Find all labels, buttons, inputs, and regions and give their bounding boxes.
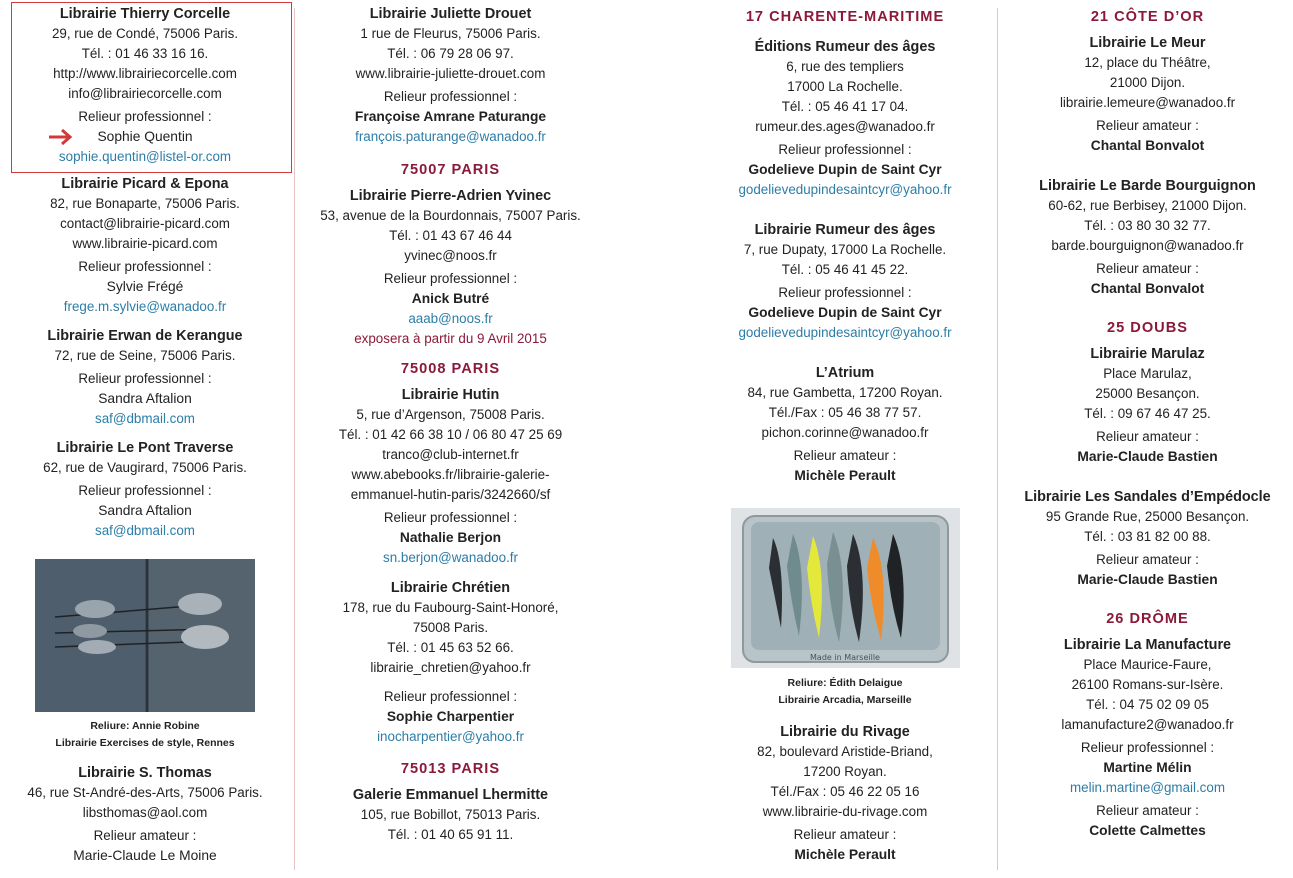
column-3 bbox=[700, 0, 990, 865]
bookshop-entry-chretien bbox=[298, 578, 603, 747]
binder-role: Relieur professionnel : bbox=[383, 271, 518, 286]
binder-email[interactable]: godelievedupindesaintcyr@yahoo.fr bbox=[738, 182, 952, 197]
binder-email[interactable]: frege.m.sylvie@wanadoo.fr bbox=[63, 299, 227, 314]
bookshop-entry-barde bbox=[1002, 176, 1293, 299]
binder-name: Chantal Bonvalot bbox=[1090, 281, 1205, 296]
binder-email[interactable]: sophie.quentin@listel-or.com bbox=[58, 149, 232, 164]
email[interactable]: libsthomas@aol.com bbox=[82, 805, 208, 820]
column-1 bbox=[0, 0, 290, 866]
bookshop-name: Librairie Thierry Corcelle bbox=[59, 6, 231, 22]
address: 29, rue de Condé, 75006 Paris. bbox=[51, 26, 239, 41]
address-line-2: 75008 Paris. bbox=[412, 620, 489, 635]
bookshop-entry-sandales bbox=[1002, 487, 1293, 590]
address: 105, rue Bobillot, 75013 Paris. bbox=[360, 807, 541, 822]
binder-email[interactable]: sn.berjon@wanadoo.fr bbox=[383, 550, 518, 565]
address: 84, rue Gambetta, 17200 Royan. bbox=[747, 385, 943, 400]
address-line-1: Place Maurice-Faure, bbox=[1083, 657, 1212, 672]
address: 46, rue St-André-des-Arts, 75006 Paris. bbox=[27, 785, 263, 800]
binder-name: Michèle Perault bbox=[794, 847, 896, 862]
address-line-1: 12, place du Théâtre, bbox=[1084, 55, 1211, 70]
binder-role: Relieur professionnel : bbox=[78, 109, 212, 124]
phone: Tél. : 01 42 66 38 10 / 06 80 47 25 69 bbox=[338, 427, 563, 442]
bookshop-name: Librairie Rumeur des âges bbox=[754, 222, 936, 238]
phone: Tél./Fax : 05 46 22 05 16 bbox=[770, 784, 920, 799]
bookshop-entry-picard bbox=[0, 174, 290, 317]
bookshop-name: Librairie Juliette Drouet bbox=[369, 6, 532, 22]
bookshop-entry-corcelle bbox=[0, 0, 290, 167]
phone: Tél. : 06 79 28 06 97. bbox=[387, 46, 514, 61]
phone: Tél. : 09 67 46 47 25. bbox=[1084, 406, 1211, 421]
binder-name bbox=[0, 127, 290, 147]
bookshop-entry-thomas bbox=[0, 763, 290, 866]
website[interactable]: www.librairie-picard.com bbox=[72, 236, 218, 251]
bookshop-name: Librairie Pierre-Adrien Yvinec bbox=[349, 188, 552, 204]
phone: Tél. : 03 81 82 00 88. bbox=[1084, 529, 1211, 544]
website-line-1[interactable]: www.abebooks.fr/librairie-galerie- bbox=[351, 467, 550, 482]
binder-name bbox=[0, 389, 290, 409]
address: 72, rue de Seine, 75006 Paris. bbox=[54, 348, 236, 363]
bookshop-entry-rumeur-librairie bbox=[700, 220, 990, 343]
binder-role: Relieur professionnel : bbox=[778, 142, 912, 157]
binder-name: Françoise Amrane Paturange bbox=[354, 109, 547, 124]
bookshop-name: Librairie Chrétien bbox=[390, 580, 511, 596]
section-heading-25: 25 DOUBS bbox=[1107, 320, 1188, 336]
website[interactable]: http://www.librairiecorcelle.com bbox=[53, 66, 237, 81]
binder-role: Relieur amateur : bbox=[793, 827, 897, 842]
phone: Tél. : 01 46 33 16 16. bbox=[81, 46, 209, 61]
email[interactable]: pichon.corinne@wanadoo.fr bbox=[761, 425, 929, 440]
binding-photo-sardine-tin bbox=[731, 508, 960, 668]
binder-name bbox=[0, 846, 290, 866]
phone: Tél. : 01 43 67 46 44 bbox=[389, 228, 512, 243]
binder-email[interactable]: saf@dbmail.com bbox=[95, 523, 195, 538]
bookshop-entry-lhermitte bbox=[298, 785, 603, 845]
bookshop-name: Galerie Emmanuel Lhermitte bbox=[352, 787, 549, 803]
phone: Tél. : 04 75 02 09 05 bbox=[1086, 697, 1209, 712]
column-4 bbox=[1002, 0, 1293, 841]
exhibition-note: exposera à partir du 9 Avril 2015 bbox=[354, 331, 547, 346]
section-heading-75013: 75013 PARIS bbox=[400, 761, 501, 777]
email[interactable]: librairie.lemeure@wanadoo.fr bbox=[1059, 95, 1236, 110]
address-line-2: 21000 Dijon. bbox=[1109, 75, 1186, 90]
caption-credit: Reliure: Édith Delaigue bbox=[787, 677, 903, 689]
address-line-1: 82, boulevard Aristide-Briand, bbox=[757, 744, 933, 759]
binder-name-text: Sophie Quentin bbox=[97, 129, 193, 144]
caption-credit: Reliure: Annie Robine bbox=[90, 720, 200, 732]
binder-name-text: Sandra Aftalion bbox=[98, 391, 192, 406]
bookshop-name: L’Atrium bbox=[815, 365, 875, 381]
binder-role: Relieur amateur : bbox=[1096, 552, 1199, 567]
bookshop-name: Librairie Le Barde Bourguignon bbox=[1039, 178, 1256, 194]
address: 53, avenue de la Bourdonnais, 75007 Paris. bbox=[320, 208, 581, 223]
phone: Tél. : 05 46 41 17 04. bbox=[781, 99, 909, 114]
email[interactable]: librairie_chretien@yahoo.fr bbox=[370, 660, 531, 675]
bookshop-entry-hutin bbox=[298, 385, 603, 568]
bookshop-entry-drouet bbox=[298, 0, 603, 147]
address: 5, rue d’Argenson, 75008 Paris. bbox=[356, 407, 545, 422]
email[interactable]: contact@librairie-picard.com bbox=[60, 216, 230, 231]
binder-name: Marie-Claude Bastien bbox=[1077, 572, 1218, 587]
binder-name-text: Sandra Aftalion bbox=[98, 503, 192, 518]
bookshop-name: Librairie du Rivage bbox=[780, 724, 910, 740]
bookshop-name: Librairie Le Pont Traverse bbox=[56, 440, 234, 456]
phone: Tél. : 03 80 30 32 77. bbox=[1084, 218, 1211, 233]
bookshop-name: Librairie S. Thomas bbox=[78, 765, 212, 781]
bookshop-entry-pont-traverse bbox=[0, 438, 290, 541]
address: 1 rue de Fleurus, 75006 Paris. bbox=[360, 26, 541, 41]
address: 82, rue Bonaparte, 75006 Paris. bbox=[50, 196, 240, 211]
binder-name: Marie-Claude Bastien bbox=[1077, 449, 1218, 464]
section-heading-75008: 75008 PARIS bbox=[400, 361, 501, 377]
bookshop-name: Éditions Rumeur des âges bbox=[754, 39, 936, 55]
bookshop-entry-atrium bbox=[700, 363, 990, 486]
bookshop-name: Librairie Picard & Epona bbox=[61, 176, 229, 192]
phone: Tél. : 01 40 65 91 11. bbox=[387, 827, 514, 842]
binder-role: Relieur amateur : bbox=[93, 828, 197, 843]
section-heading-75007: 75007 PARIS bbox=[400, 162, 501, 178]
binder-name-text: Sylvie Frégé bbox=[106, 279, 184, 294]
binder-role: Relieur professionnel : bbox=[383, 89, 518, 104]
address-line-2: 26100 Romans-sur-Isère. bbox=[1071, 677, 1224, 692]
binder-role: Relieur professionnel : bbox=[383, 689, 518, 704]
binder-name: Nathalie Berjon bbox=[399, 530, 502, 545]
binder-name: Martine Mélin bbox=[1103, 760, 1192, 775]
bookshop-name: Librairie Hutin bbox=[401, 387, 500, 403]
phone: Tél. : 05 46 41 45 22. bbox=[781, 262, 909, 277]
email[interactable]: yvinec@noos.fr bbox=[404, 248, 497, 263]
binder-name: Sophie Charpentier bbox=[386, 709, 515, 724]
section-heading-26: 26 DRÔME bbox=[1106, 611, 1189, 627]
email[interactable]: lamanufacture2@wanadoo.fr bbox=[1061, 717, 1234, 732]
photo-caption bbox=[0, 718, 290, 752]
bookshop-entry-yvinec bbox=[298, 186, 603, 349]
address-line-2: 25000 Besançon. bbox=[1095, 386, 1200, 401]
binder-email[interactable]: inocharpentier@yahoo.fr bbox=[377, 729, 524, 744]
binder-name-text: Marie-Claude Le Moine bbox=[73, 848, 217, 863]
bookshop-name: Librairie Erwan de Kerangue bbox=[47, 328, 243, 344]
binder-name: Godelieve Dupin de Saint Cyr bbox=[748, 162, 942, 177]
bookshop-entry-rumeur-editions bbox=[700, 37, 990, 200]
caption-shop: Librairie Arcadia, Marseille bbox=[778, 694, 912, 706]
bookshop-entry-le-meur bbox=[1002, 33, 1293, 156]
binder-name: Michèle Perault bbox=[794, 468, 896, 483]
binder-role: Relieur amateur : bbox=[1096, 429, 1199, 444]
address-line-1: Place Marulaz, bbox=[1103, 366, 1192, 381]
binder-name: Chantal Bonvalot bbox=[1090, 138, 1205, 153]
binder-name bbox=[0, 501, 290, 521]
binder-email[interactable]: françois.paturange@wanadoo.fr bbox=[355, 129, 546, 144]
address: 7, rue Dupaty, 17000 La Rochelle. bbox=[743, 242, 947, 257]
binder-role: Relieur professionnel : bbox=[78, 259, 212, 274]
bookshop-entry-marulaz bbox=[1002, 344, 1293, 467]
caption-shop: Librairie Exercises de style, Rennes bbox=[55, 737, 235, 749]
website[interactable]: www.librairie-juliette-drouet.com bbox=[355, 66, 546, 81]
bookshop-name: Librairie Les Sandales d’Empédocle bbox=[1024, 489, 1271, 505]
binder-name-amateur: Colette Calmettes bbox=[1089, 823, 1206, 838]
website[interactable]: www.librairie-du-rivage.com bbox=[762, 804, 928, 819]
binder-email[interactable]: godelievedupindesaintcyr@yahoo.fr bbox=[738, 325, 952, 340]
section-heading-21: 21 CÔTE D’OR bbox=[1090, 9, 1205, 25]
binder-name: Anick Butré bbox=[411, 291, 490, 306]
email[interactable]: rumeur.des.ages@wanadoo.fr bbox=[755, 119, 935, 134]
binder-name: Godelieve Dupin de Saint Cyr bbox=[748, 305, 942, 320]
binder-email[interactable]: aaab@noos.fr bbox=[408, 311, 493, 326]
binder-role: Relieur professionnel : bbox=[383, 510, 518, 525]
address: 62, rue de Vaugirard, 75006 Paris. bbox=[43, 460, 247, 475]
address: 60-62, rue Berbisey, 21000 Dijon. bbox=[1048, 198, 1247, 213]
address-line-2: 17000 La Rochelle. bbox=[787, 79, 903, 94]
binder-name bbox=[0, 277, 290, 297]
binder-role: Relieur professionnel : bbox=[78, 483, 212, 498]
phone: Tél. : 01 45 63 52 66. bbox=[387, 640, 514, 655]
binder-role: Relieur amateur : bbox=[1096, 118, 1199, 133]
binder-role-amateur: Relieur amateur : bbox=[1096, 803, 1199, 818]
email[interactable]: info@librairiecorcelle.com bbox=[68, 86, 222, 101]
column-divider bbox=[997, 8, 998, 870]
binding-photo-pebbles bbox=[35, 559, 255, 712]
bookshop-name: Librairie Marulaz bbox=[1090, 346, 1205, 362]
bookshop-entry-rivage bbox=[700, 722, 990, 865]
address-line-2: 17200 Royan. bbox=[803, 764, 887, 779]
binder-role: Relieur professionnel : bbox=[78, 371, 212, 386]
column-2 bbox=[298, 0, 603, 845]
bookshop-name: Librairie Le Meur bbox=[1089, 35, 1206, 51]
email[interactable]: barde.bourguignon@wanadoo.fr bbox=[1051, 238, 1244, 253]
binder-email[interactable]: melin.martine@gmail.com bbox=[1070, 780, 1225, 795]
website-line-2[interactable]: emmanuel-hutin-paris/3242660/sf bbox=[350, 487, 551, 502]
photo-caption bbox=[700, 675, 990, 709]
tin-imprint: Made in Marseille bbox=[809, 653, 880, 662]
bookshop-entry-manufacture bbox=[1002, 635, 1293, 841]
section-heading-17: 17 CHARENTE-MARITIME bbox=[745, 9, 945, 25]
binder-role: Relieur amateur : bbox=[793, 448, 897, 463]
bookshop-entry-kerangue bbox=[0, 326, 290, 429]
address-line-1: 6, rue des templiers bbox=[786, 59, 904, 74]
binder-role: Relieur professionnel : bbox=[1080, 740, 1215, 755]
phone: Tél./Fax : 05 46 38 77 57. bbox=[768, 405, 922, 420]
binder-role: Relieur amateur : bbox=[1096, 261, 1199, 276]
binder-role: Relieur professionnel : bbox=[778, 285, 912, 300]
binder-email[interactable]: saf@dbmail.com bbox=[95, 411, 195, 426]
address: 95 Grande Rue, 25000 Besançon. bbox=[1045, 509, 1250, 524]
address-line-1: 178, rue du Faubourg-Saint-Honoré, bbox=[342, 600, 559, 615]
column-divider bbox=[294, 8, 295, 870]
bookshop-name: Librairie La Manufacture bbox=[1063, 637, 1232, 653]
email[interactable]: tranco@club-internet.fr bbox=[382, 447, 519, 462]
